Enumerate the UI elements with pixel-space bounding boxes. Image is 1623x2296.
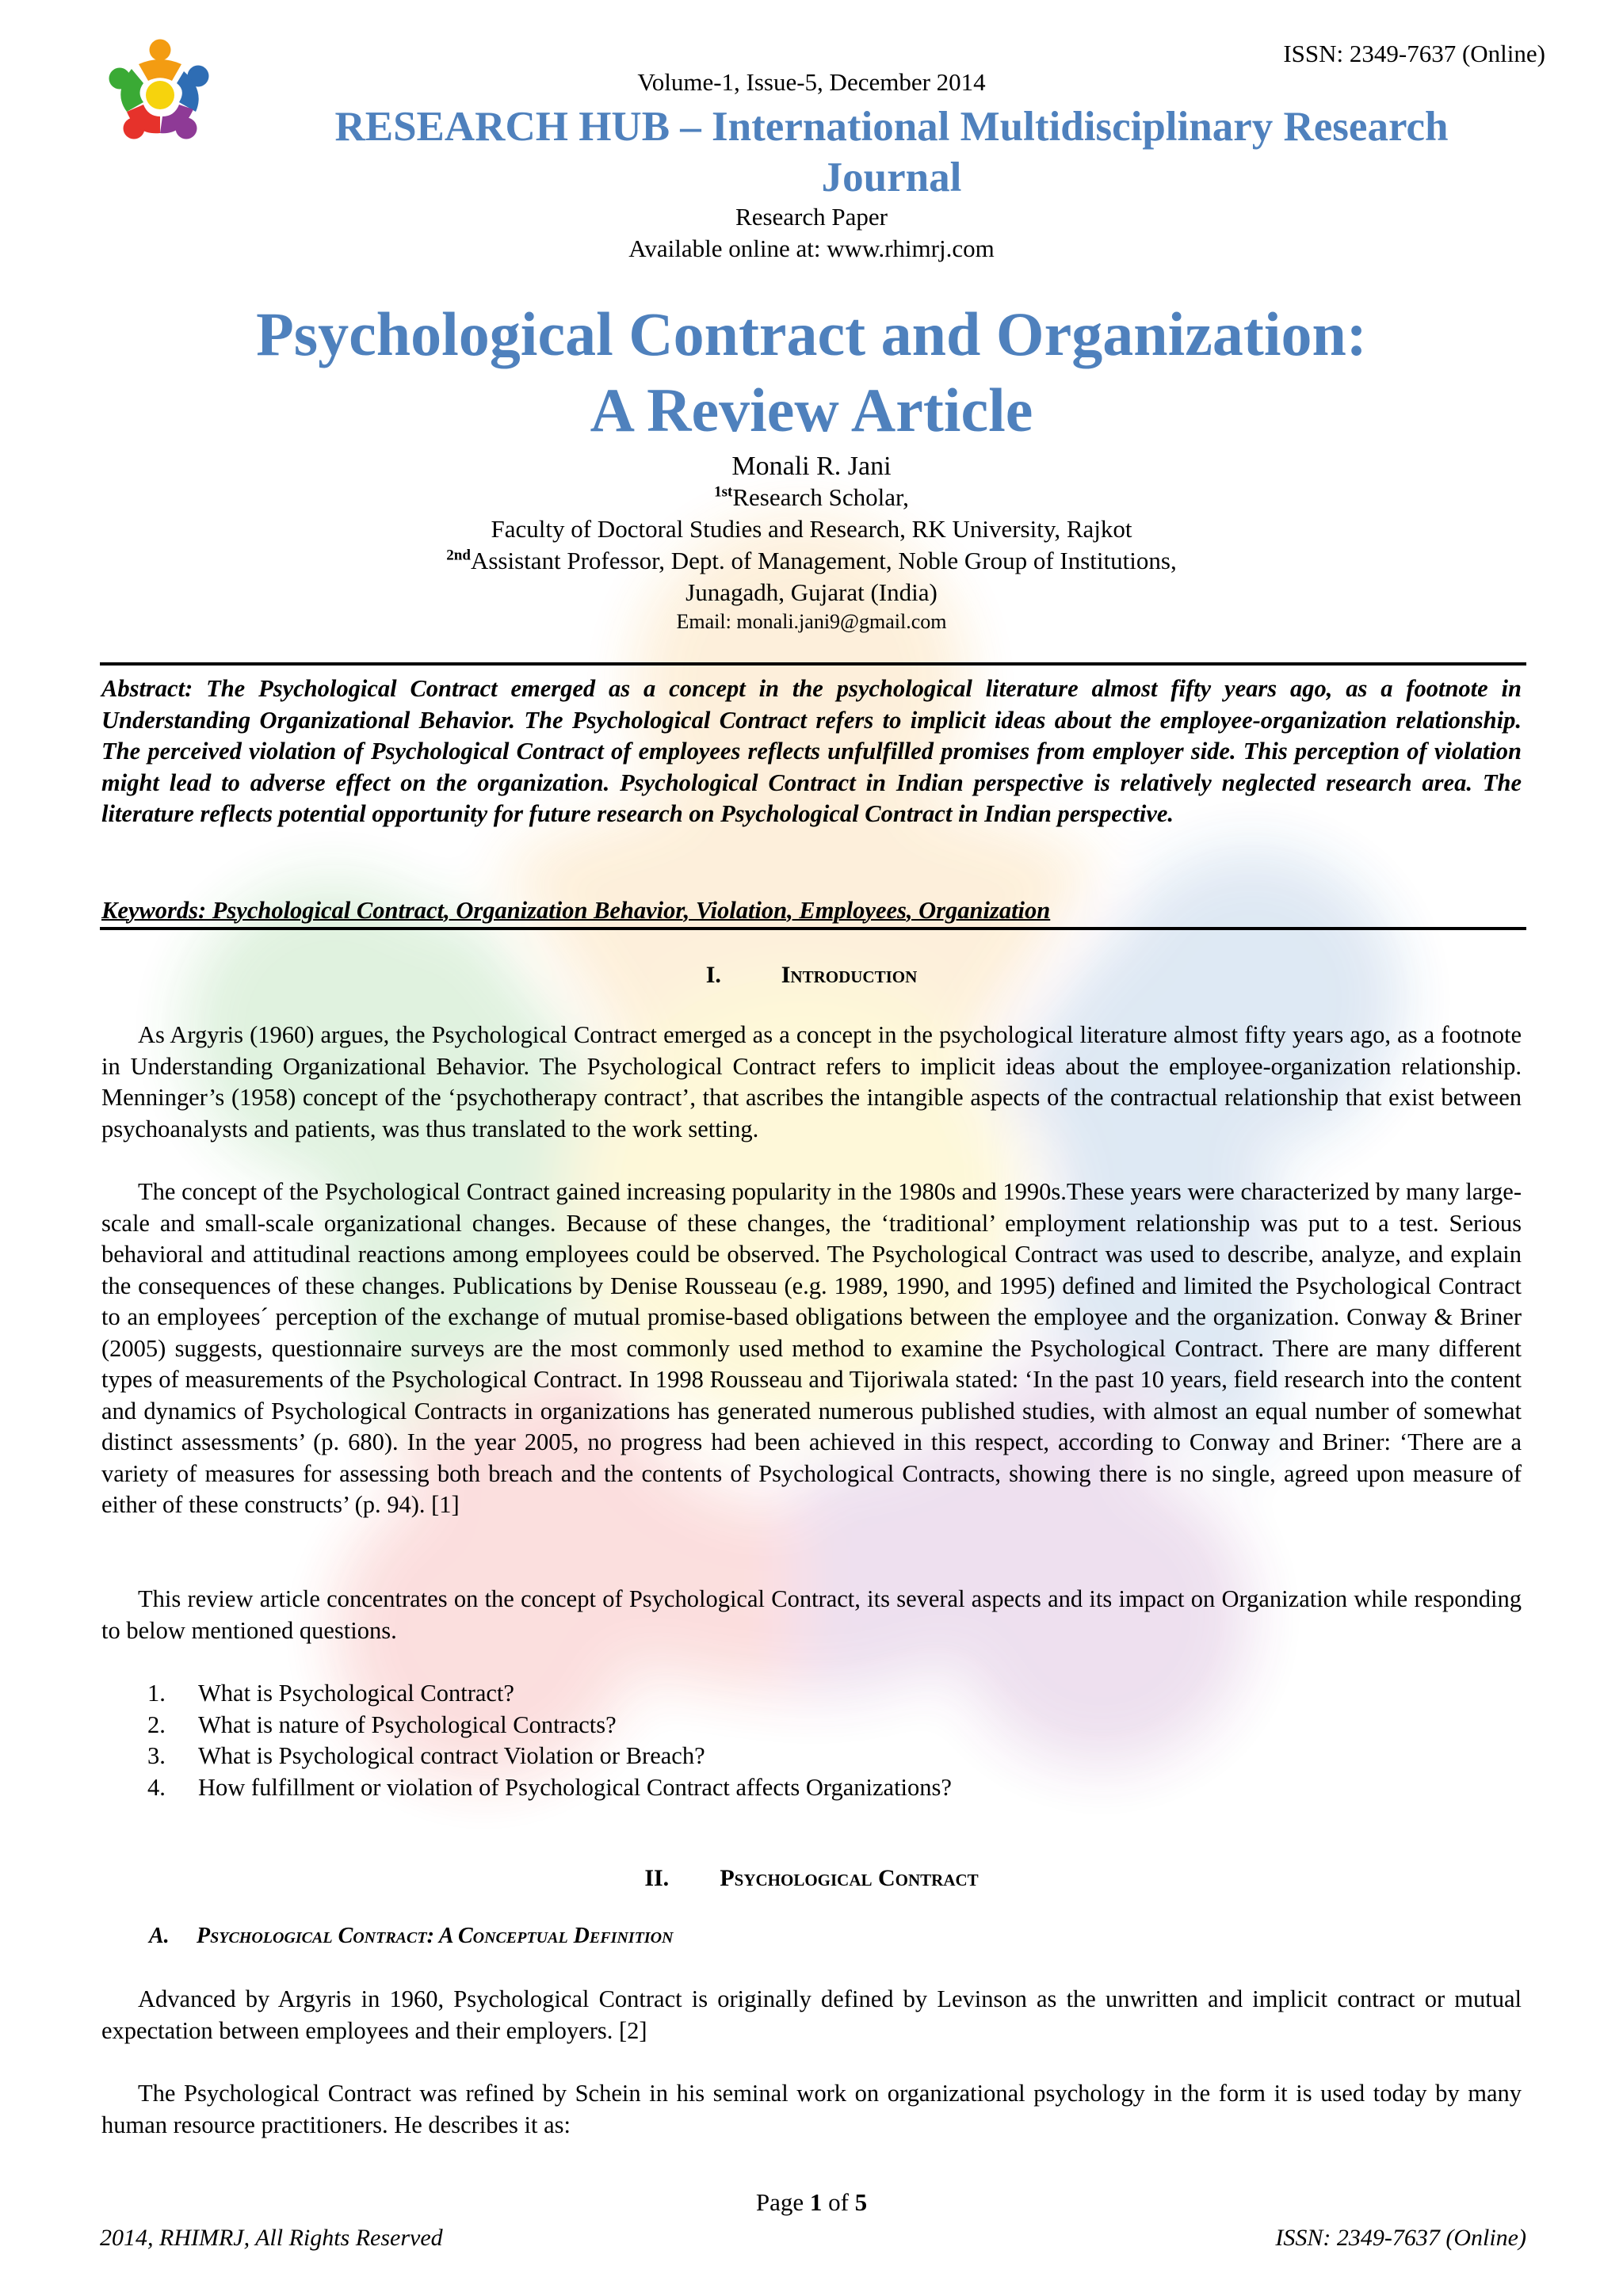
list-item: 1. What is Psychological Contract? — [147, 1680, 514, 1707]
abstract: Abstract: The Psychological Contract emerged as a concept in the psychological literature almost fifty years ago, as a footnote in Understanding Organizational Behavior. The Psychological Contract refers to implicit ideas about the employee-organization relationship. The perceived violation of Psychological Contract of employees reflects unfulfilled promises from employer side. This perception of violation might lead to adverse effect on the organization. Psychological Contract in Indian perspective is relatively neglected research area. The literature reflects potential opportunity for future research on Psychological Contract in Indian perspective. — [101, 675, 1522, 827]
definition-paragraph-2: The Psychological Contract was refined by Schein in his seminal work on organizational psychology in the form it is used today by many human resource practitioners. He describes it as: — [101, 2080, 1522, 2138]
keywords-text: Keywords: Psychological Contract, Organization Behavior, Violation, Employees, Organization — [101, 897, 1051, 924]
volume-issue: Volume-1, Issue-5, December 2014 — [637, 68, 986, 96]
section-heading-introduction — [0, 962, 1623, 989]
section-number: II. — [644, 1865, 670, 1891]
author-name: Monali R. Jani — [731, 452, 892, 481]
journal-title-line1: RESEARCH HUB – International Multidisciplinary Research — [334, 104, 1449, 150]
subsection-heading — [149, 1924, 673, 1949]
footer-copyright: 2014, RHIMRJ, All Rights Reserved — [100, 2225, 443, 2251]
current-page: 1 — [809, 2188, 823, 2216]
total-pages: 5 — [854, 2188, 868, 2216]
definition-paragraph-1: Advanced by Argyris in 1960, Psychological Contract is originally defined by Levinson as the unwritten and implicit contract or mutual expectation between employees and their employers. [2] — [101, 1985, 1522, 2044]
intro-paragraph-2: The concept of the Psychological Contract gained increasing popularity in the 1980s and 1990s.These years were characterized by many large-scale and small-scale organizational changes. Because of these changes, the ‘traditional’ employment relationship was put to a test. Serious behavioral and attitudinal reactions among employees could be observed. The Psychological Contract was used to describe, analyze, and explain the consequences of these changes. Publications by Denise Rousseau (e.g. 1989, 1990, and 1995) defined and limited the Psychological Contract to an employees´ perception of the exchange of mutual promise-based obligations between the employee and the organization. Conway & Briner (2005) suggests, questionnaire surveys are the most commonly used method to examine the Psychological Contract. There are many different types of measurements of the Psychological Contract. In 1998 Rousseau and Tijoriwala stated: ‘In the past 10 years, field research into the content and dynamics of Psychological Contracts in organizations has generated numerous published studies, with almost an equal number of somewhat distinct assessments’ (p. 680). In the year 2005, no progress had been achieved in this respect, according to Conway and Briner: ‘There are a variety of measures for assessing both breach and the contents of Psychological Contracts, showing there is no single, agreed upon measure of either of these constructs’ (p. 94). [1] — [101, 1178, 1522, 1518]
affiliation-1-sup: 1st — [714, 483, 733, 501]
intro-paragraph-3: This review article concentrates on the concept of Psychological Contract, its several aspects and its impact on Organization while responding to below mentioned questions. — [101, 1585, 1522, 1644]
affiliation-1-text: Research Scholar, — [732, 483, 909, 511]
affiliation-2-text: Assistant Professor, Dept. of Management, Noble Group of Institutions, — [470, 547, 1177, 574]
divider-top — [100, 662, 1526, 666]
affiliation-1b: Faculty of Doctoral Studies and Research, RK University, Rajkot — [491, 515, 1132, 543]
section-title: Psychological Contract — [720, 1865, 979, 1891]
article-title-line2: A Review Article — [590, 376, 1033, 444]
journal-title-line2: Journal — [821, 154, 962, 200]
author-email: Email: monali.jani9@gmail.com — [676, 610, 947, 633]
footer-issn: ISSN: 2349-7637 (Online) — [1275, 2225, 1526, 2251]
intro-paragraph-1: As Argyris (1960) argues, the Psychological Contract emerged as a concept in the psychological literature almost fifty years ago, as a footnote in Understanding Organizational Behavior. The Psychological Contract refers to implicit ideas about the employee-organization relationship. Menninger’s (1958) concept of the ‘psychotherapy contract’, that ascribes the intangible aspects of the contractual relationship that exist between psychoanalysts and patients, was thus translated to the work setting. — [101, 1021, 1522, 1142]
paper-type: Research Paper — [735, 203, 888, 231]
section-title: Introduction — [781, 962, 918, 988]
affiliation-1 — [0, 483, 1623, 512]
subsection-title: Psychological Contract: A Conceptual Definition — [197, 1924, 674, 1948]
list-item: 4. How fulfillment or violation of Psychological Contract affects Organizations? — [147, 1773, 952, 1801]
page-number: Page 1 of 5 — [755, 2188, 868, 2216]
section-number: I. — [705, 962, 721, 988]
list-item: 3. What is Psychological contract Violation or Breach? — [147, 1742, 705, 1769]
article-title-line1: Psychological Contract and Organization: — [256, 299, 1367, 368]
affiliation-2 — [0, 547, 1623, 575]
research-questions-list — [147, 1678, 1495, 1803]
subsection-number: A. — [149, 1924, 170, 1948]
journal-title — [293, 101, 1490, 203]
affiliation-2-sup: 2nd — [446, 547, 471, 564]
section-heading-psychological-contract — [0, 1865, 1623, 1892]
issn-header: ISSN: 2349-7637 (Online) — [1283, 40, 1545, 67]
list-item: 2. What is nature of Psychological Contracts? — [147, 1711, 617, 1738]
affiliation-2b: Junagadh, Gujarat (India) — [685, 578, 938, 606]
divider-bottom — [100, 927, 1526, 930]
available-online: Available online at: www.rhimrj.com — [628, 235, 995, 262]
keywords — [101, 895, 1522, 927]
